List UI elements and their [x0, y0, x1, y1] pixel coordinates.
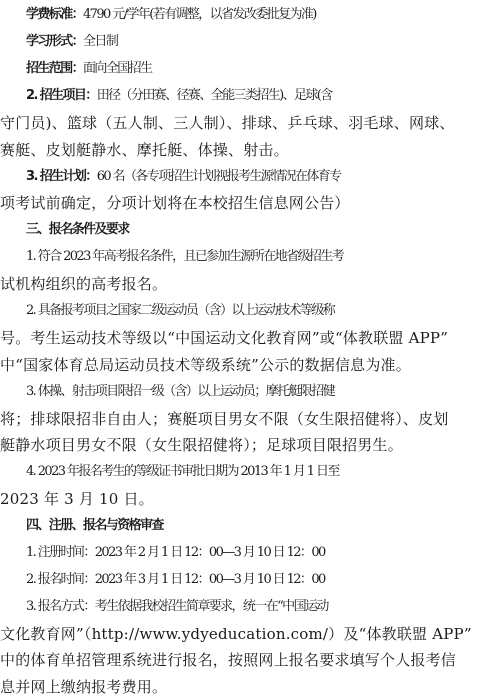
recruit-plan-line-1	[0, 166, 482, 188]
requirement-4-line-2: 2023 年 3 月 10 日。	[0, 490, 154, 508]
study-mode-label: 学习形式：	[26, 34, 84, 49]
tuition-label: 学费标准：	[26, 7, 84, 22]
requirement-3-line-2: 将；排球限招非自由人；赛艇项目男女不限（女生限招健将）、皮划	[0, 410, 449, 428]
recruit-plan-line-2: 项考试前确定，分项计划将在本校招生信息网公告）	[0, 194, 350, 212]
recruit-items-label: 2. 招生项目：	[26, 88, 97, 103]
application-method-line-3: 中的体育单招管理系统进行报名，按照网上报名要求填写个人报考信	[0, 651, 457, 669]
requirement-4-line-1: 4. 2023 年报名考生的等级证书审批日期为 2013 年 1 月 1 日至	[26, 464, 339, 479]
recruit-plan-label: 3. 招生计划：	[26, 169, 97, 184]
study-mode-value: 全日制	[83, 34, 118, 49]
study-mode-line	[0, 31, 482, 53]
requirement-2-line-3: 中“国家体育总局运动员技术等级系统”公示的数据信息为准。	[0, 356, 411, 374]
requirement-3-line-3: 艇静水项目男女不限（女生限招健将）；足球项目限招男生。	[0, 436, 403, 454]
requirement-3-line-1: 3. 体操、射击项目限招一级（含）以上运动员；摩托艇限招健	[26, 384, 335, 399]
application-method-line-4: 息并网上缴纳报考费用。	[0, 678, 168, 696]
scope-line	[0, 58, 482, 80]
section-4-heading: 四、注册、报名与资格审查	[26, 518, 163, 533]
scope-value: 面向全国招生	[83, 61, 152, 76]
application-method-line-2: 文化教育网”（http://www.ydyeducation.com/）及“体教联盟 APP”	[0, 625, 472, 643]
application-method-line-1: 3. 报名方式：考生依据我校招生简章要求，统一在“中国运动	[26, 599, 328, 614]
section-3-heading: 三、报名条件及要求	[26, 222, 129, 237]
tuition-line	[0, 4, 482, 26]
requirement-1-line-1: 1. 符合 2023 年高考报名条件，且已参加生源所在地省级招生考	[26, 249, 344, 264]
recruit-items-line-2: 守门员)、篮球（五人制、三人制）、排球、乒乓球、羽毛球、网球、	[0, 114, 455, 132]
recruit-items-text-1: 田径（分田赛、径赛、全能三类招生)、足球(含	[96, 88, 332, 103]
tuition-value: 4790 元/学年(若有调整，以省发改委批复为准)	[83, 7, 316, 22]
recruit-items-line-3: 赛艇、皮划艇静水、摩托艇、体操、射击。	[0, 141, 289, 159]
requirement-2-line-2: 号。考生运动技术等级以“中国运动文化教育网”或“体教联盟 APP”	[0, 329, 449, 347]
application-time-line: 2. 报名时间：2023 年 3 月 1 日 12：00—3 月 10 日 12：00	[26, 572, 325, 587]
recruit-items-line-1	[0, 85, 482, 107]
requirement-2-line-1: 2. 具备报考项目之国家二级运动员（含）以上运动技术等级称	[26, 303, 335, 318]
scope-label: 招生范围：	[26, 61, 84, 76]
requirement-1-line-2: 试机构组织的高考报名。	[0, 275, 168, 293]
registration-time-line: 1. 注册时间：2023 年 2 月 1 日 12：00—3 月 10 日 12：00	[26, 545, 325, 560]
recruit-plan-text-1: 60 名（各专项招生计划视报考生源情况在体育专	[96, 169, 341, 184]
